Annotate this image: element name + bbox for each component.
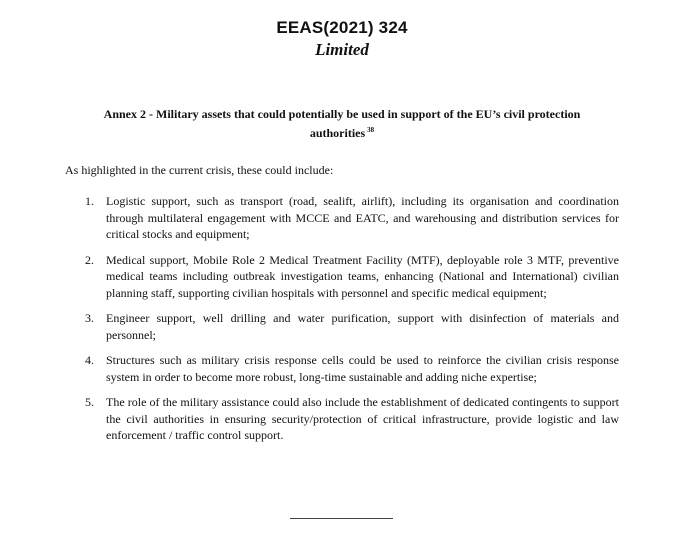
- list-item-text: Logistic support, such as transport (road, sealift, airlift), including its organisation and coordination through multilateral engagement with MCCE and EATC, and warehousing and distribution services for critical stocks and equipment;: [106, 194, 619, 241]
- list-item-text: Engineer support, well drilling and water purification, support with disinfection of materials and personnel;: [106, 311, 619, 342]
- list-item-number: 5.: [85, 395, 94, 409]
- intro-paragraph: As highlighted in the current crisis, these could include:: [65, 163, 334, 177]
- list-item-number: 1.: [85, 194, 94, 208]
- list-item-number: 2.: [85, 252, 94, 267]
- list-item: [85, 252, 619, 302]
- list-item-number: 4.: [85, 353, 94, 367]
- list-item-text: Structures such as military crisis response cells could be used to reinforce the civilian crisis response system in order to become more robust, long-time sustainable and adding niche expertise;: [106, 353, 619, 384]
- annex-title: [80, 106, 604, 141]
- list-item-text: Medical support, Mobile Role 2 Medical Treatment Facility (MTF), deployable role 3 MTF, preventive medical teams including outbreak investigation teams, enhancing (National and International) civilian planning staff, supporting civilian hospitals with personnel and specific medical equipment;: [106, 252, 619, 300]
- asset-list: [85, 193, 619, 453]
- list-item: [85, 352, 619, 385]
- annex-title-text: Annex 2 - Military assets that could potentially be used in support of the EU’s civil protection authorities: [103, 107, 581, 140]
- classification-label: Limited: [315, 40, 369, 59]
- list-item: [85, 394, 619, 444]
- list-item-number: 3.: [85, 311, 94, 325]
- footnote-divider: [290, 518, 393, 519]
- list-item: [85, 193, 619, 243]
- list-item-text: The role of the military assistance could also include the establishment of dedicated contingents to support the civil authorities in ensuring security/protection of critical infrastructure, provide logistic and law enforcement / traffic control support.: [106, 395, 619, 442]
- footnote-reference: 38: [367, 126, 375, 134]
- list-item: [85, 310, 619, 343]
- document-reference: EEAS(2021) 324: [276, 18, 408, 37]
